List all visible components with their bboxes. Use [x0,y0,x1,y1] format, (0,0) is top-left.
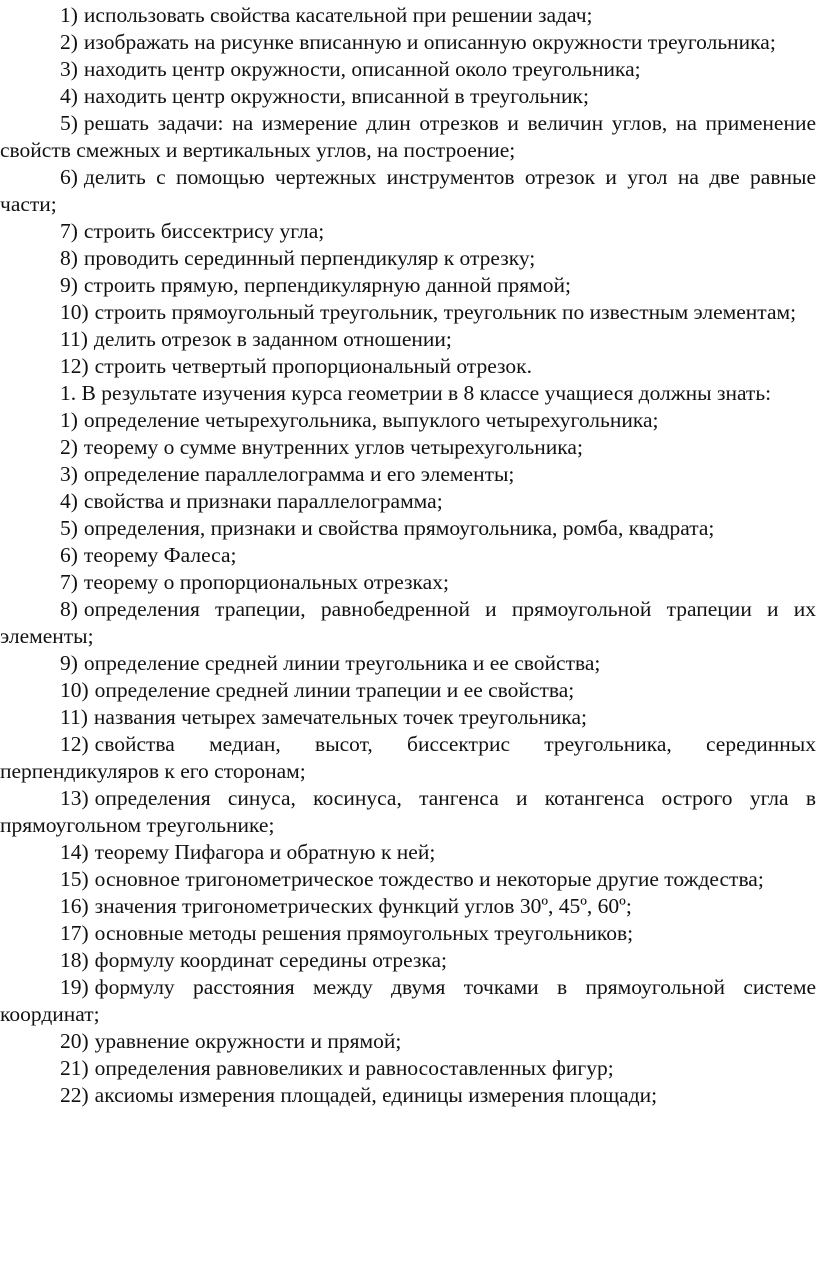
list-item [0,947,816,974]
item-number: 1) [60,408,78,432]
item-number: 7) [60,219,78,243]
item-text: делить с помощью чертежных инструментов отрезок и угол на две равные части; [0,165,816,216]
item-number: 11) [60,327,88,351]
list-item [0,920,816,947]
list-item [0,866,816,893]
item-text: делить отрезок в заданном отношении; [93,327,452,351]
item-number: 9) [60,273,78,297]
list-item [0,218,816,245]
item-number: 12) [60,354,89,378]
list-item [0,1082,816,1109]
item-text: определение средней линии треугольника и ее свойства; [83,651,601,675]
item-number: 5) [60,516,78,540]
list-item [0,164,816,218]
item-text: теорему о сумме внутренних углов четырехугольника; [83,435,583,459]
item-text: проводить серединный перпендикуляр к отрезку; [83,246,536,270]
item-number: 5) [60,111,78,135]
item-text: теорему о пропорциональных отрезках; [83,570,449,594]
item-number: 22) [60,1083,89,1107]
list-item [0,731,816,785]
item-number: 9) [60,651,78,675]
item-number: 2) [60,30,78,54]
list-item [0,1028,816,1055]
knowledge-list [0,407,816,1109]
list-item [0,110,816,164]
item-text: определения трапеции, равнобедренной и прямоугольной трапеции и их элементы; [0,597,816,648]
item-number: 15) [60,867,89,891]
item-number: 10) [60,300,89,324]
list-item [0,407,816,434]
item-text: основное тригонометрическое тождество и некоторые другие тождества; [94,867,764,891]
list-item [0,353,816,380]
list-item [0,245,816,272]
item-number: 2) [60,435,78,459]
item-text: свойства и признаки параллелограмма; [83,489,443,513]
item-text: строить четвертый пропорциональный отрезок. [94,354,532,378]
item-text: находить центр окружности, вписанной в треугольник; [83,84,589,108]
item-number: 18) [60,948,89,972]
item-text: определение параллелограмма и его элементы; [83,462,515,486]
list-item [0,974,816,1028]
item-text: определение четырехугольника, выпуклого четырехугольника; [83,408,659,432]
item-number: 6) [60,543,78,567]
item-text: определения синуса, косинуса, тангенса и котангенса острого угла в прямоугольном треугольнике; [0,786,816,837]
list-item [0,272,816,299]
item-text: основные методы решения прямоугольных треугольников; [94,921,634,945]
item-number: 7) [60,570,78,594]
item-text: значения тригонометрических функций углов 30º, 45º, 60º; [94,894,632,918]
list-item [0,461,816,488]
list-item [0,785,816,839]
item-text: теорему Фалеса; [83,543,237,567]
item-number: 20) [60,1029,89,1053]
list-item [0,488,816,515]
item-number: 1) [60,3,78,27]
item-text: определения равновеликих и равносоставленных фигур; [94,1056,614,1080]
skills-list [0,2,816,380]
item-text: строить прямоугольный треугольник, треугольник по известным элементам; [94,300,797,324]
item-number: 21) [60,1056,89,1080]
list-item [0,326,816,353]
item-text: определение средней линии трапеции и ее свойства; [94,678,575,702]
item-number: 14) [60,840,89,864]
item-text: изображать на рисунке вписанную и описанную окружности треугольника; [83,30,776,54]
item-text: аксиомы измерения площадей, единицы измерения площади; [94,1083,658,1107]
list-item [0,704,816,731]
item-number: 4) [60,489,78,513]
item-text: названия четырех замечательных точек треугольника; [93,705,588,729]
item-text: формулу координат середины отрезка; [94,948,448,972]
item-text: формулу расстояния между двумя точками в прямоугольной системе координат; [0,975,816,1026]
item-text: использовать свойства касательной при решении задач; [83,3,593,27]
list-item [0,839,816,866]
item-number: 8) [60,597,78,621]
list-item [0,542,816,569]
item-number: 6) [60,165,78,189]
list-item [0,29,816,56]
list-item [0,569,816,596]
list-item [0,893,816,920]
list-item [0,650,816,677]
item-text: решать задачи: на измерение длин отрезков и величин углов, на применение свойств смежных и вертикальных углов, на построение; [0,111,816,162]
item-number: 8) [60,246,78,270]
list-item [0,56,816,83]
section-heading: 1. В результате изучения курса геометрии в 8 классе учащиеся должны знать: [60,381,772,405]
item-number: 19) [60,975,89,999]
item-text: свойства медиан, высот, биссектрис треугольника, серединных перпендикуляров к его сторонам; [0,732,816,783]
item-number: 3) [60,462,78,486]
item-number: 4) [60,84,78,108]
list-item [0,677,816,704]
item-text: уравнение окружности и прямой; [94,1029,402,1053]
item-number: 12) [60,732,89,756]
item-number: 3) [60,57,78,81]
item-number: 17) [60,921,89,945]
item-text: находить центр окружности, описанной около треугольника; [83,57,641,81]
item-text: теорему Пифагора и обратную к ней; [94,840,436,864]
item-number: 16) [60,894,89,918]
list-item [0,1055,816,1082]
list-item [0,299,816,326]
item-text: определения, признаки и свойства прямоугольника, ромба, квадрата; [83,516,715,540]
list-item [0,434,816,461]
item-number: 11) [60,705,88,729]
list-item [0,596,816,650]
list-item [0,83,816,110]
item-text: строить прямую, перпендикулярную данной прямой; [83,273,571,297]
item-number: 13) [60,786,89,810]
item-text: строить биссектрису угла; [83,219,325,243]
list-item [0,2,816,29]
list-item [0,515,816,542]
item-number: 10) [60,678,89,702]
